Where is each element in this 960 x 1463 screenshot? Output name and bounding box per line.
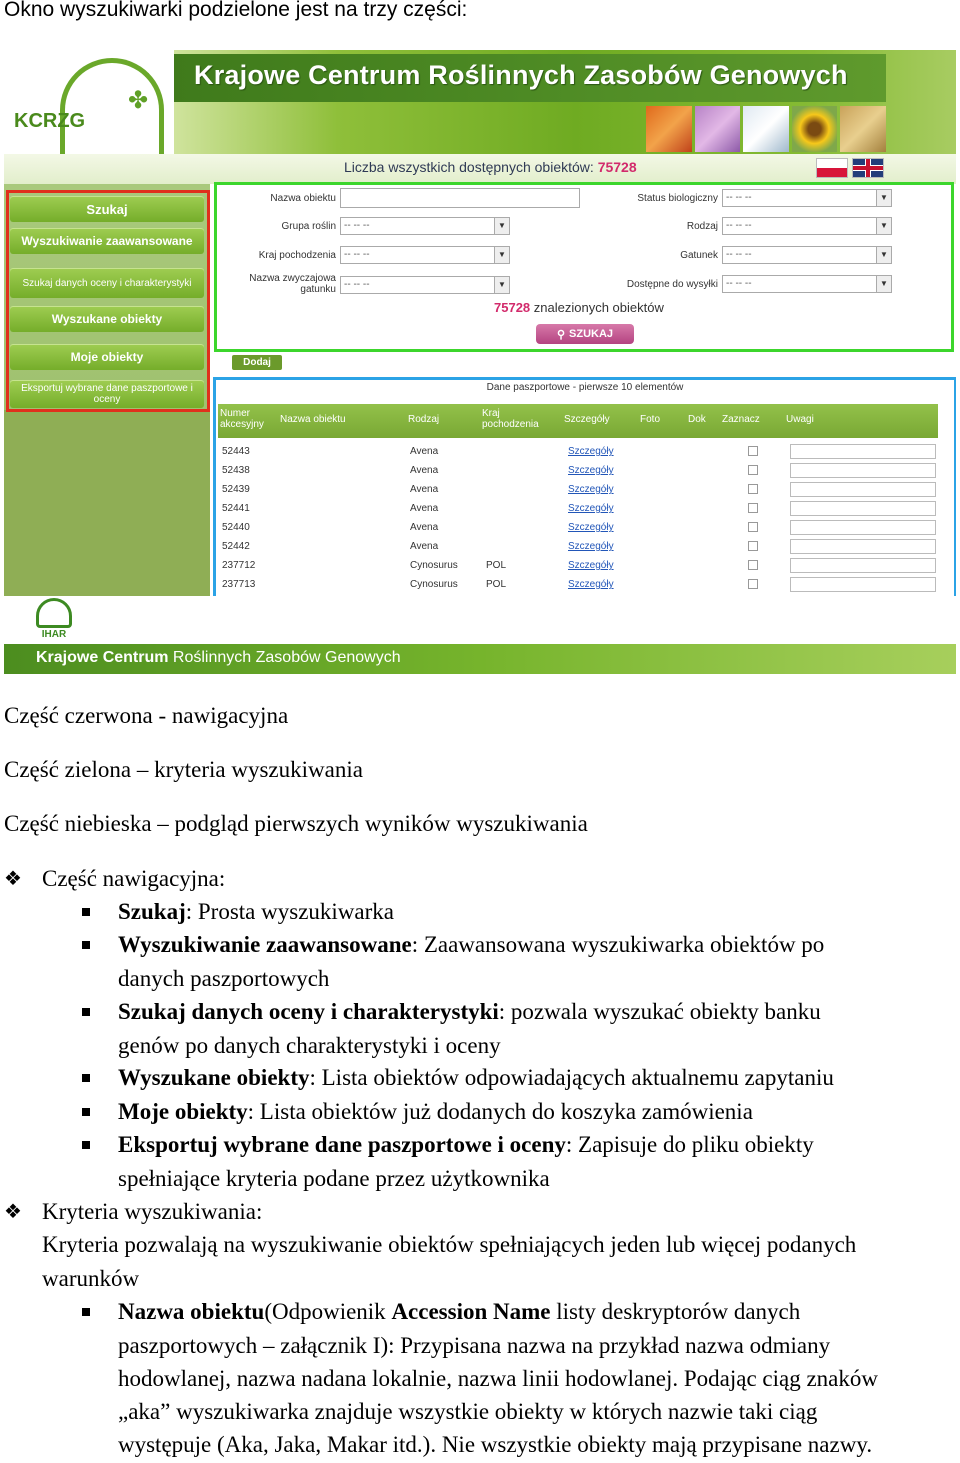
select-checkbox[interactable] [748,503,758,513]
genus-cell: Avena [410,446,439,457]
square-bullet-icon [82,1074,90,1082]
select-value: -- -- -- [344,279,370,290]
col-genus[interactable]: Rodzaj [408,414,440,425]
square-bullet-icon [82,941,90,949]
details-link[interactable]: Szczegóły [568,446,614,457]
col-name[interactable]: Nazwa obiektu [280,414,346,425]
chevron-down-icon: ▼ [876,276,891,292]
genus-cell: Avena [410,522,439,533]
search-window-screenshot [4,50,956,676]
navigation-section [6,190,210,412]
nav-evaluation-search[interactable]: Szukaj danych oceny i charakterystyki [10,268,204,298]
label-plant-group: Grupa roślin [281,221,336,232]
object-count [344,159,637,175]
genus-cell: Cynosurus [410,560,458,571]
details-link[interactable]: Szczegóły [568,484,614,495]
details-link[interactable]: Szczegóły [568,522,614,533]
ihar-emblem-icon [36,598,72,628]
found-label: znalezionych obiektów [533,300,664,315]
chevron-down-icon: ▼ [494,247,509,263]
legend-blue: Część niebieska – podgląd pierwszych wyników wyszukiwania [4,811,588,836]
count-value: 75728 [597,159,637,175]
photo-white-flower [743,106,789,152]
add-button[interactable]: Dodaj [232,355,282,370]
search-button[interactable] [536,324,634,344]
notes-input[interactable] [790,520,936,535]
plant-group-select[interactable] [340,217,510,235]
square-bullet-icon [82,1008,90,1016]
select-value: -- -- -- [726,278,752,289]
footer-bold: Krajowe Centrum [36,649,169,666]
square-bullet-icon [82,1141,90,1149]
nav-item-4: Wyszukane obiekty: Lista obiektów odpowiadających aktualnemu zapytaniu [118,1065,834,1090]
country-select[interactable] [340,246,510,264]
select-checkbox[interactable] [748,465,758,475]
col-photo: Foto [640,414,661,425]
square-bullet-icon [82,1108,90,1116]
chevron-down-icon: ▼ [876,218,891,234]
genus-select[interactable] [722,217,892,235]
criteria-item-line-2: paszportowych – załącznik I): Przypisana nazwa na przykład nazwa odmiany [118,1333,831,1358]
accession-number: 52440 [222,522,250,533]
ihar-logo [36,598,72,640]
nav-item-5: Moje obiekty: Lista obiektów już dodanych do koszyka zamówienia [118,1099,753,1124]
criteria-desc-1: Kryteria pozwalają na wyszukiwanie obiektów spełniających jeden lub więcej podanych [42,1232,857,1257]
notes-input[interactable] [790,558,936,573]
nav-my-objects[interactable]: Moje obiekty [10,344,204,370]
square-bullet-icon [82,908,90,916]
footer-title [36,649,401,667]
table-row [218,461,938,480]
criteria-section-heading: Kryteria wyszukiwania: [42,1199,263,1224]
col-doc: Dok [688,414,706,425]
select-checkbox[interactable] [748,579,758,589]
chevron-down-icon: ▼ [494,218,509,234]
label-object-name: Nazwa obiektu [270,193,336,204]
notes-input[interactable] [790,501,936,516]
accession-number: 237713 [222,579,256,590]
label-genus: Rodzaj [686,221,718,232]
accession-number: 52442 [222,541,250,552]
country-cell: POL [486,560,507,571]
square-bullet-icon [82,1308,90,1316]
legend-green: Część zielona – kryteria wyszukiwania [4,757,363,782]
notes-input[interactable] [790,444,936,459]
results-section [213,377,956,600]
col-notes: Uwagi [786,414,814,425]
found-number: 75728 [494,300,531,315]
bio-status-select[interactable] [722,189,892,207]
notes-input[interactable] [790,577,936,592]
accession-number: 52439 [222,484,250,495]
results-header [218,404,938,438]
genus-cell: Avena [410,465,439,476]
genus-cell: Avena [410,541,439,552]
common-name-select[interactable] [340,276,510,294]
diamond-bullet-icon: ❖ [4,868,22,890]
footer-rest: Roślinnych Zasobów Genowych [172,649,401,666]
genus-cell: Avena [410,484,439,495]
details-link[interactable]: Szczegóły [568,560,614,571]
notes-input[interactable] [790,463,936,478]
accession-number: 52441 [222,503,250,514]
criteria-desc-2: warunków [42,1266,140,1291]
logo [4,50,174,154]
nav-item-6: Eksportuj wybrane dane paszportowe i oceny: Zapisuje do pliku obiekty [118,1132,814,1157]
criteria-item-line-4: „aka” wyszukiwarka znajduje wszystkie obiekty w których nazwie taki ciąg [118,1399,818,1424]
ihar-label: IHAR [41,629,67,640]
criteria-item-1: Nazwa obiektu(Odpowienik Accession Name listy deskryptorów danych [118,1299,801,1324]
label-common-name: Nazwa zwyczajowa gatunku [249,273,336,295]
select-checkbox[interactable] [748,522,758,532]
nav-item-2: Wyszukiwanie zaawansowane: Zaawansowana wyszukiwarka obiektów po [118,932,825,957]
table-row [218,480,938,499]
accession-number: 237712 [222,560,256,571]
details-link[interactable]: Szczegóły [568,503,614,514]
photo-carrots [646,106,692,152]
clover-icon: ✤ [128,88,149,114]
chevron-down-icon: ▼ [876,190,891,206]
col-accession[interactable]: Numer akcesyjny [220,408,264,430]
table-row [218,556,938,575]
criteria-item-line-3: hodowlanej, nazwa nadana lokalnie, nazwa linii hodowlanej. Podając ciąg znaków [118,1366,878,1391]
legend-red: Część czerwona - nawigacyjna [4,703,289,728]
label-species: Gatunek [680,250,718,261]
table-row [218,537,938,556]
details-link[interactable]: Szczegóły [568,465,614,476]
details-link[interactable]: Szczegóły [568,541,614,552]
table-row [218,575,938,594]
nav-item-1: Szukaj: Prosta wyszukiwarka [118,899,394,924]
select-checkbox[interactable] [748,560,758,570]
col-country[interactable]: Kraj pochodzenia [482,408,539,430]
select-checkbox[interactable] [748,541,758,551]
logo-text: KCRZG [14,110,86,132]
label-bio-status: Status biologiczny [637,193,718,204]
select-value: -- -- -- [344,220,370,231]
polish-flag-icon[interactable] [816,158,848,178]
search-button-label: SZUKAJ [569,328,614,340]
count-label: Liczba wszystkich dostępnych obiektów: [344,159,594,175]
select-value: -- -- -- [726,192,752,203]
diamond-bullet-icon: ❖ [4,1201,22,1223]
chevron-down-icon: ▼ [494,277,509,293]
site-title: Krajowe Centrum Roślinnych Zasobów Genowych [194,60,848,90]
sidebar-lower-background [4,410,210,596]
language-flags [816,158,884,178]
photo-flowers [695,106,741,152]
table-row [218,442,938,461]
label-country: Kraj pochodzenia [258,250,336,261]
search-icon: ⚲ [556,328,566,341]
country-cell: POL [486,579,507,590]
intro-text: Okno wyszukiwarki podzielone jest na trzy części: [4,0,468,21]
nav-item-3-cont: genów po danych charakterystyki i oceny [118,1033,501,1058]
logo-arc [60,58,164,154]
details-link[interactable]: Szczegóły [568,579,614,590]
nav-item-3: Szukaj danych oceny i charakterystyki: pozwala wyszukać obiekty banku [118,999,821,1024]
english-flag-icon[interactable] [852,158,884,178]
nav-found-objects[interactable]: Wyszukane obiekty [10,306,204,332]
table-row [218,499,938,518]
notes-input[interactable] [790,539,936,554]
photo-grain [840,106,886,152]
notes-input[interactable] [790,482,936,497]
select-checkbox[interactable] [748,446,758,456]
nav-export[interactable]: Eksportuj wybrane dane paszportowe i oceny [10,380,204,408]
criteria-item-line-5: występuje (Aka, Jaka, Makar itd.). Nie wszystkie obiekty mają przypisane nazwy. [118,1432,873,1457]
table-row [218,518,938,537]
accession-number: 52438 [222,465,250,476]
nav-item-2-cont: danych paszportowych [118,966,330,991]
object-name-input[interactable] [340,188,580,208]
col-details: Szczegóły [564,414,610,425]
col-select: Zaznacz [722,414,760,425]
nav-section-heading: Część nawigacyjna: [42,866,226,891]
select-value: -- -- -- [344,249,370,260]
nav-item-6-cont: spełniające kryteria podane przez użytkownika [118,1166,550,1191]
nav-advanced-search[interactable]: Wyszukiwanie zaawansowane [10,228,204,254]
plant-photos [646,106,886,152]
chevron-down-icon: ▼ [876,247,891,263]
photo-sunflower [792,106,838,152]
species-select[interactable] [722,246,892,264]
select-checkbox[interactable] [748,484,758,494]
genus-cell: Cynosurus [410,579,458,590]
results-title: Dane paszportowe - pierwsze 10 elementów [486,382,684,393]
found-count [494,300,664,315]
available-select[interactable] [722,275,892,293]
accession-number: 52443 [222,446,250,457]
label-available: Dostępne do wysyłki [626,279,718,290]
select-value: -- -- -- [726,249,752,260]
nav-szukaj[interactable]: Szukaj [10,196,204,222]
genus-cell: Avena [410,503,439,514]
select-value: -- -- -- [726,220,752,231]
